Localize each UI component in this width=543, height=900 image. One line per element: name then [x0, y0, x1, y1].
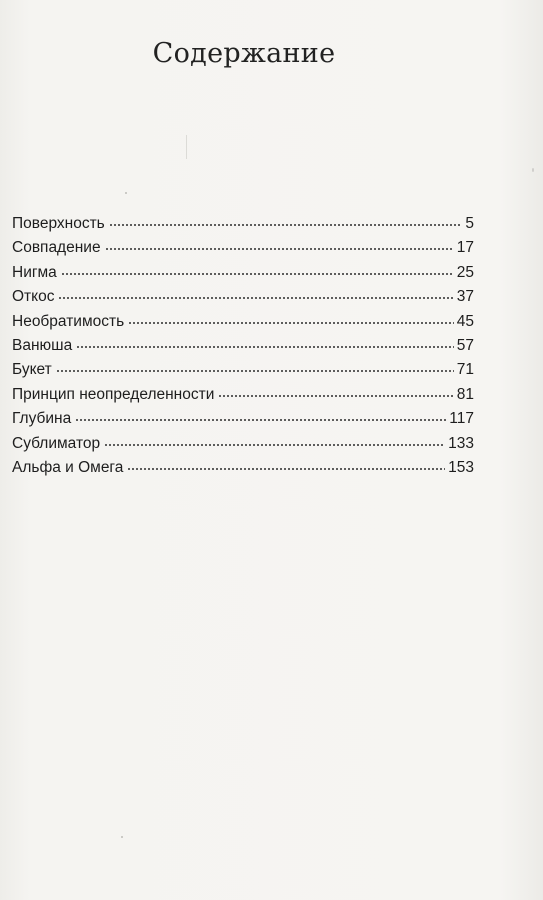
toc-entry: [12, 236, 474, 260]
paper-mark: [186, 135, 187, 159]
toc-entry: [12, 310, 474, 334]
toc-entry-title: Букет: [12, 361, 52, 379]
toc-entry-title: Совпадение: [12, 239, 101, 257]
toc-entry-page-number: 71: [456, 361, 474, 379]
toc-entry: [12, 358, 474, 382]
toc-entry-title: Нигма: [12, 263, 57, 281]
dot-leader: [75, 418, 446, 422]
dot-leader: [56, 369, 454, 373]
toc-entry-page-number: 37: [456, 288, 474, 306]
dot-leader: [218, 394, 453, 398]
toc-entry-page-number: 25: [456, 263, 474, 281]
toc-entry: [12, 407, 474, 431]
toc-entry: [12, 383, 474, 407]
toc-entry-title: Ванюша: [12, 336, 73, 354]
dot-leader: [127, 467, 445, 471]
toc-entry-page-number: 17: [456, 239, 474, 257]
dot-leader: [128, 321, 454, 325]
paper-speck: [532, 168, 534, 172]
dot-leader: [109, 223, 463, 227]
toc-entry-page-number: 153: [448, 458, 474, 476]
toc-entry-page-number: 57: [456, 336, 474, 354]
toc-entry-title: Альфа и Омега: [12, 458, 124, 476]
toc-entry-page-number: 117: [449, 410, 474, 428]
dot-leader: [58, 296, 453, 300]
toc-entry: [12, 456, 474, 480]
toc-entry-title: Поверхность: [12, 215, 105, 232]
toc-entry-title: Необратимость: [12, 312, 125, 330]
toc-entry-title: Сублиматор: [12, 434, 101, 452]
toc-entry: [12, 285, 474, 309]
toc-entry-title: Откос: [12, 288, 55, 306]
page-title: Содержание: [152, 38, 336, 69]
dot-leader: [105, 247, 454, 251]
dot-leader: [104, 443, 445, 447]
toc-entry-page-number: 5: [465, 215, 474, 232]
toc-entry: [12, 261, 474, 285]
table-of-contents: [12, 212, 474, 480]
dot-leader: [76, 345, 454, 349]
toc-entry-page-number: 133: [448, 434, 474, 452]
toc-entry-page-number: 45: [456, 312, 474, 330]
toc-entry-page-number: 81: [456, 385, 474, 403]
dot-leader: [61, 272, 454, 276]
toc-entry: [12, 212, 474, 236]
paper-speck: [121, 836, 123, 838]
paper-speck: [125, 192, 127, 194]
toc-entry-title: Глубина: [12, 410, 72, 428]
toc-entry: [12, 334, 474, 358]
toc-entry: [12, 432, 474, 456]
toc-entry-title: Принцип неопределенности: [12, 385, 215, 403]
